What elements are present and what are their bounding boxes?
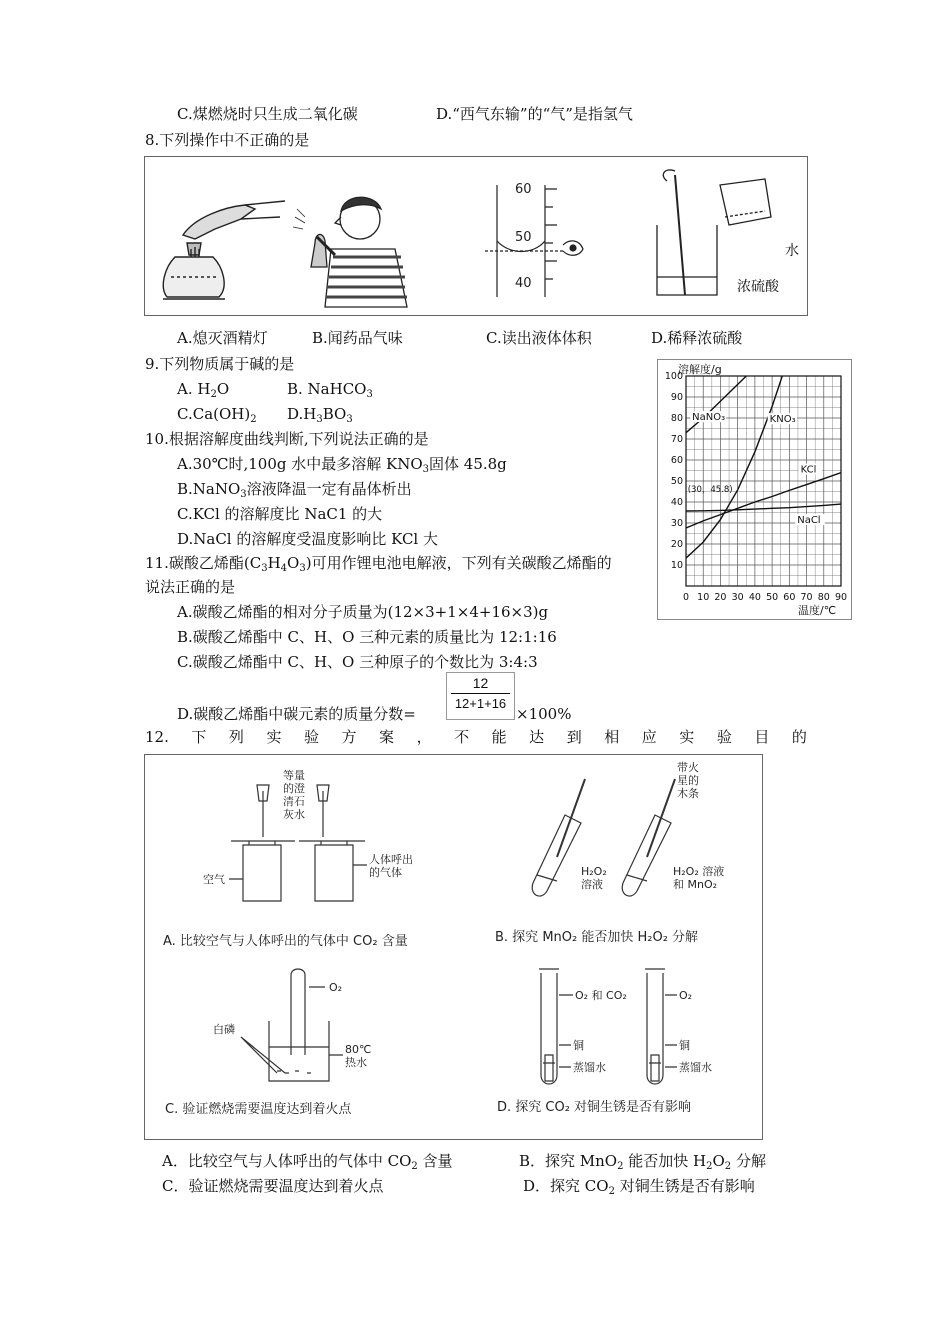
chart-xlabel: 温度/℃	[798, 604, 837, 617]
c-water-label-2: 热水	[345, 1056, 367, 1069]
y-tick-label: 100	[664, 371, 683, 382]
q8-stem: 8.下列操作中不正确的是	[145, 131, 310, 149]
d-caption: D. 探究 CO₂ 对铜生锈是否有影响	[497, 1100, 692, 1115]
copper-tubes-illustration	[539, 969, 677, 1084]
a-reagent-label-3: 清石	[283, 795, 305, 808]
q8-option-a: A.熄灭酒精灯	[177, 329, 268, 347]
q12-stem: 12. 下 列 实 验 方 案 ， 不 能 达 到 相 应 实 验 目 的	[145, 728, 807, 746]
a-reagent-label-1: 等量	[283, 769, 305, 782]
y-tick-label: 30	[670, 518, 683, 529]
q8-figure	[144, 156, 808, 316]
x-tick-label: 20	[714, 592, 727, 603]
acid-label: 浓硫酸	[737, 279, 779, 295]
q10-stem: 10.根据溶解度曲线判断,下列说法正确的是	[145, 430, 429, 448]
q11-option-c: C.碳酸乙烯酯中 C、H、O 三种原子的个数比为 3:4:3	[177, 653, 538, 671]
q10-option-a: A.30℃时,100g 水中最多溶解 $KNO_3$固体 45.8g	[177, 455, 507, 475]
solubility-chart-svg	[658, 360, 851, 619]
q11-stem-line2: 说法正确的是	[145, 578, 236, 596]
d-gas-label-2: O₂	[679, 989, 693, 1002]
d-water-label-2: 蒸馏水	[679, 1061, 712, 1074]
a-reagent-label-2: 的澄	[283, 782, 305, 795]
d-gas-label-1: O₂ 和 CO₂	[575, 989, 627, 1002]
b-splint-label-2: 星的	[677, 774, 699, 787]
d-copper-label-2: 铜	[679, 1039, 690, 1052]
y-tick-label: 60	[670, 455, 683, 466]
b-h2o2-label-2: 溶液	[581, 878, 603, 891]
y-tick-label: 80	[670, 413, 683, 424]
solubility-chart	[657, 359, 852, 620]
y-tick-label: 90	[670, 392, 683, 403]
q12-illustrations	[145, 755, 762, 1139]
b-h2o2-label-1: H₂O₂	[581, 865, 607, 878]
test-tubes-illustration	[532, 779, 675, 896]
x-tick-label: 90	[834, 592, 848, 603]
q8-option-b: B.闻药品气味	[312, 329, 403, 347]
alcohol-lamp-illustration	[163, 201, 285, 299]
series-label-NaCl: NaCl	[797, 515, 821, 526]
x-tick-label: 40	[748, 592, 761, 603]
d-copper-label-1: 铜	[573, 1039, 584, 1052]
y-tick-label: 50	[670, 476, 683, 487]
x-tick-label: 30	[731, 592, 744, 603]
b-splint-label-3: 木条	[677, 787, 699, 800]
fraction-numerator: 12	[472, 675, 489, 691]
q12-option-a: A．比较空气与人体呼出的气体中 $CO_2$ 含量	[162, 1152, 453, 1172]
q9-option-c: $C.Ca(OH)_2$	[177, 405, 257, 425]
b-mix-label-2: 和 MnO₂	[673, 878, 718, 891]
b-mix-label-1: H₂O₂ 溶液	[673, 865, 725, 878]
y-tick-label: 10	[670, 560, 683, 571]
a-reagent-label-4: 灰水	[283, 808, 305, 821]
c-phosphorus-label: 白磷	[213, 1023, 235, 1036]
ruler-label-60: 60	[515, 182, 532, 197]
x-tick-label: 0	[682, 592, 690, 603]
q7-option-d: D.“西气东输”的“气”是指氢气	[436, 105, 633, 123]
q9-stem: 9.下列物质属于碱的是	[145, 355, 295, 373]
q12-option-d: D．探究 $CO_2$ 对铜生锈是否有影响	[523, 1177, 755, 1197]
series-label-NaNO₃: NaNO₃	[692, 412, 726, 424]
q11-option-d-suffix: ×100%	[516, 705, 572, 723]
q12-figure	[144, 754, 763, 1140]
q11-option-d: D.碳酸乙烯酯中碳元素的质量分数=	[177, 705, 416, 723]
q8-option-d: D.稀释浓硫酸	[651, 329, 743, 347]
q10-option-b: B.NaNO$_3$溶液降温一定有晶体析出	[177, 480, 412, 500]
q11-stem-line1: 11.碳酸乙烯酯$(C_3H_4O_3)$可用作锂电池电解液，下列有关碳酸乙烯酯的	[145, 554, 612, 574]
annotation-label: (30，45.8)	[687, 484, 733, 495]
q11-option-a: A.碳酸乙烯酯的相对分子质量为(12×3+1×4+16×3)g	[177, 603, 549, 621]
fraction-denominator: 12+1+16	[454, 696, 507, 711]
q12-option-b: B．探究 MnO$_2$ 能否加快 $H_2O_2$ 分解	[519, 1152, 766, 1172]
x-tick-label: 50	[766, 592, 779, 603]
x-tick-label: 70	[800, 592, 813, 603]
q8-option-c: C.读出液体体积	[486, 329, 592, 347]
a-breath-label-1: 人体呼出	[369, 853, 413, 866]
mass-fraction-formula	[446, 672, 515, 720]
c-caption: C. 验证燃烧需要温度达到着火点	[165, 1102, 352, 1117]
ruler-label-50: 50	[515, 230, 532, 245]
q8-illustrations	[145, 157, 807, 315]
q7-option-c: C.煤燃烧时只生成二氧化碳	[177, 105, 358, 123]
series-label-KNO₃: KNO₃	[769, 414, 796, 426]
q10-option-c: C.KCl 的溶解度比 NaC1 的大	[177, 505, 383, 523]
q12-option-c: C．验证燃烧需要温度达到着火点	[162, 1177, 384, 1195]
graduated-cylinder-illustration	[485, 185, 583, 297]
q9-option-d: $D.H_3BO_3$	[287, 405, 353, 425]
b-caption: B. 探究 MnO₂ 能否加快 H₂O₂ 分解	[495, 930, 699, 945]
beaker-dilution-illustration	[657, 170, 771, 295]
d-water-label-1: 蒸馏水	[573, 1061, 606, 1074]
q9-option-b: B. NaHCO$_3$	[287, 380, 373, 400]
a-breath-label-2: 的气体	[369, 866, 402, 879]
a-air-label: 空气	[203, 873, 225, 886]
q11-option-b: B.碳酸乙烯酯中 C、H、O 三种元素的质量比为 12:1:16	[177, 628, 557, 646]
y-tick-label: 70	[670, 434, 683, 445]
x-tick-label: 60	[783, 592, 796, 603]
beaker-phosphorus-illustration	[241, 969, 343, 1081]
y-tick-label: 40	[670, 497, 683, 508]
q10-option-d: D.NaCl 的溶解度受温度影响比 KCl 大	[177, 530, 438, 548]
water-label: 水	[785, 243, 799, 259]
chart-ylabel: 溶解度/g	[678, 363, 722, 376]
x-tick-label: 80	[817, 592, 830, 603]
x-tick-label: 10	[697, 592, 710, 603]
q9-option-a: A. $H_2O$	[177, 380, 230, 400]
b-splint-label-1: 带火	[677, 761, 699, 774]
c-o2-label: O₂	[329, 981, 343, 994]
series-label-KCl: KCl	[800, 464, 817, 476]
boy-smelling-illustration	[293, 197, 407, 307]
ruler-label-40: 40	[515, 276, 532, 291]
c-water-label-1: 80℃	[345, 1043, 372, 1056]
a-caption: A. 比较空气与人体呼出的气体中 CO₂ 含量	[163, 934, 408, 949]
y-tick-label: 20	[670, 539, 683, 550]
